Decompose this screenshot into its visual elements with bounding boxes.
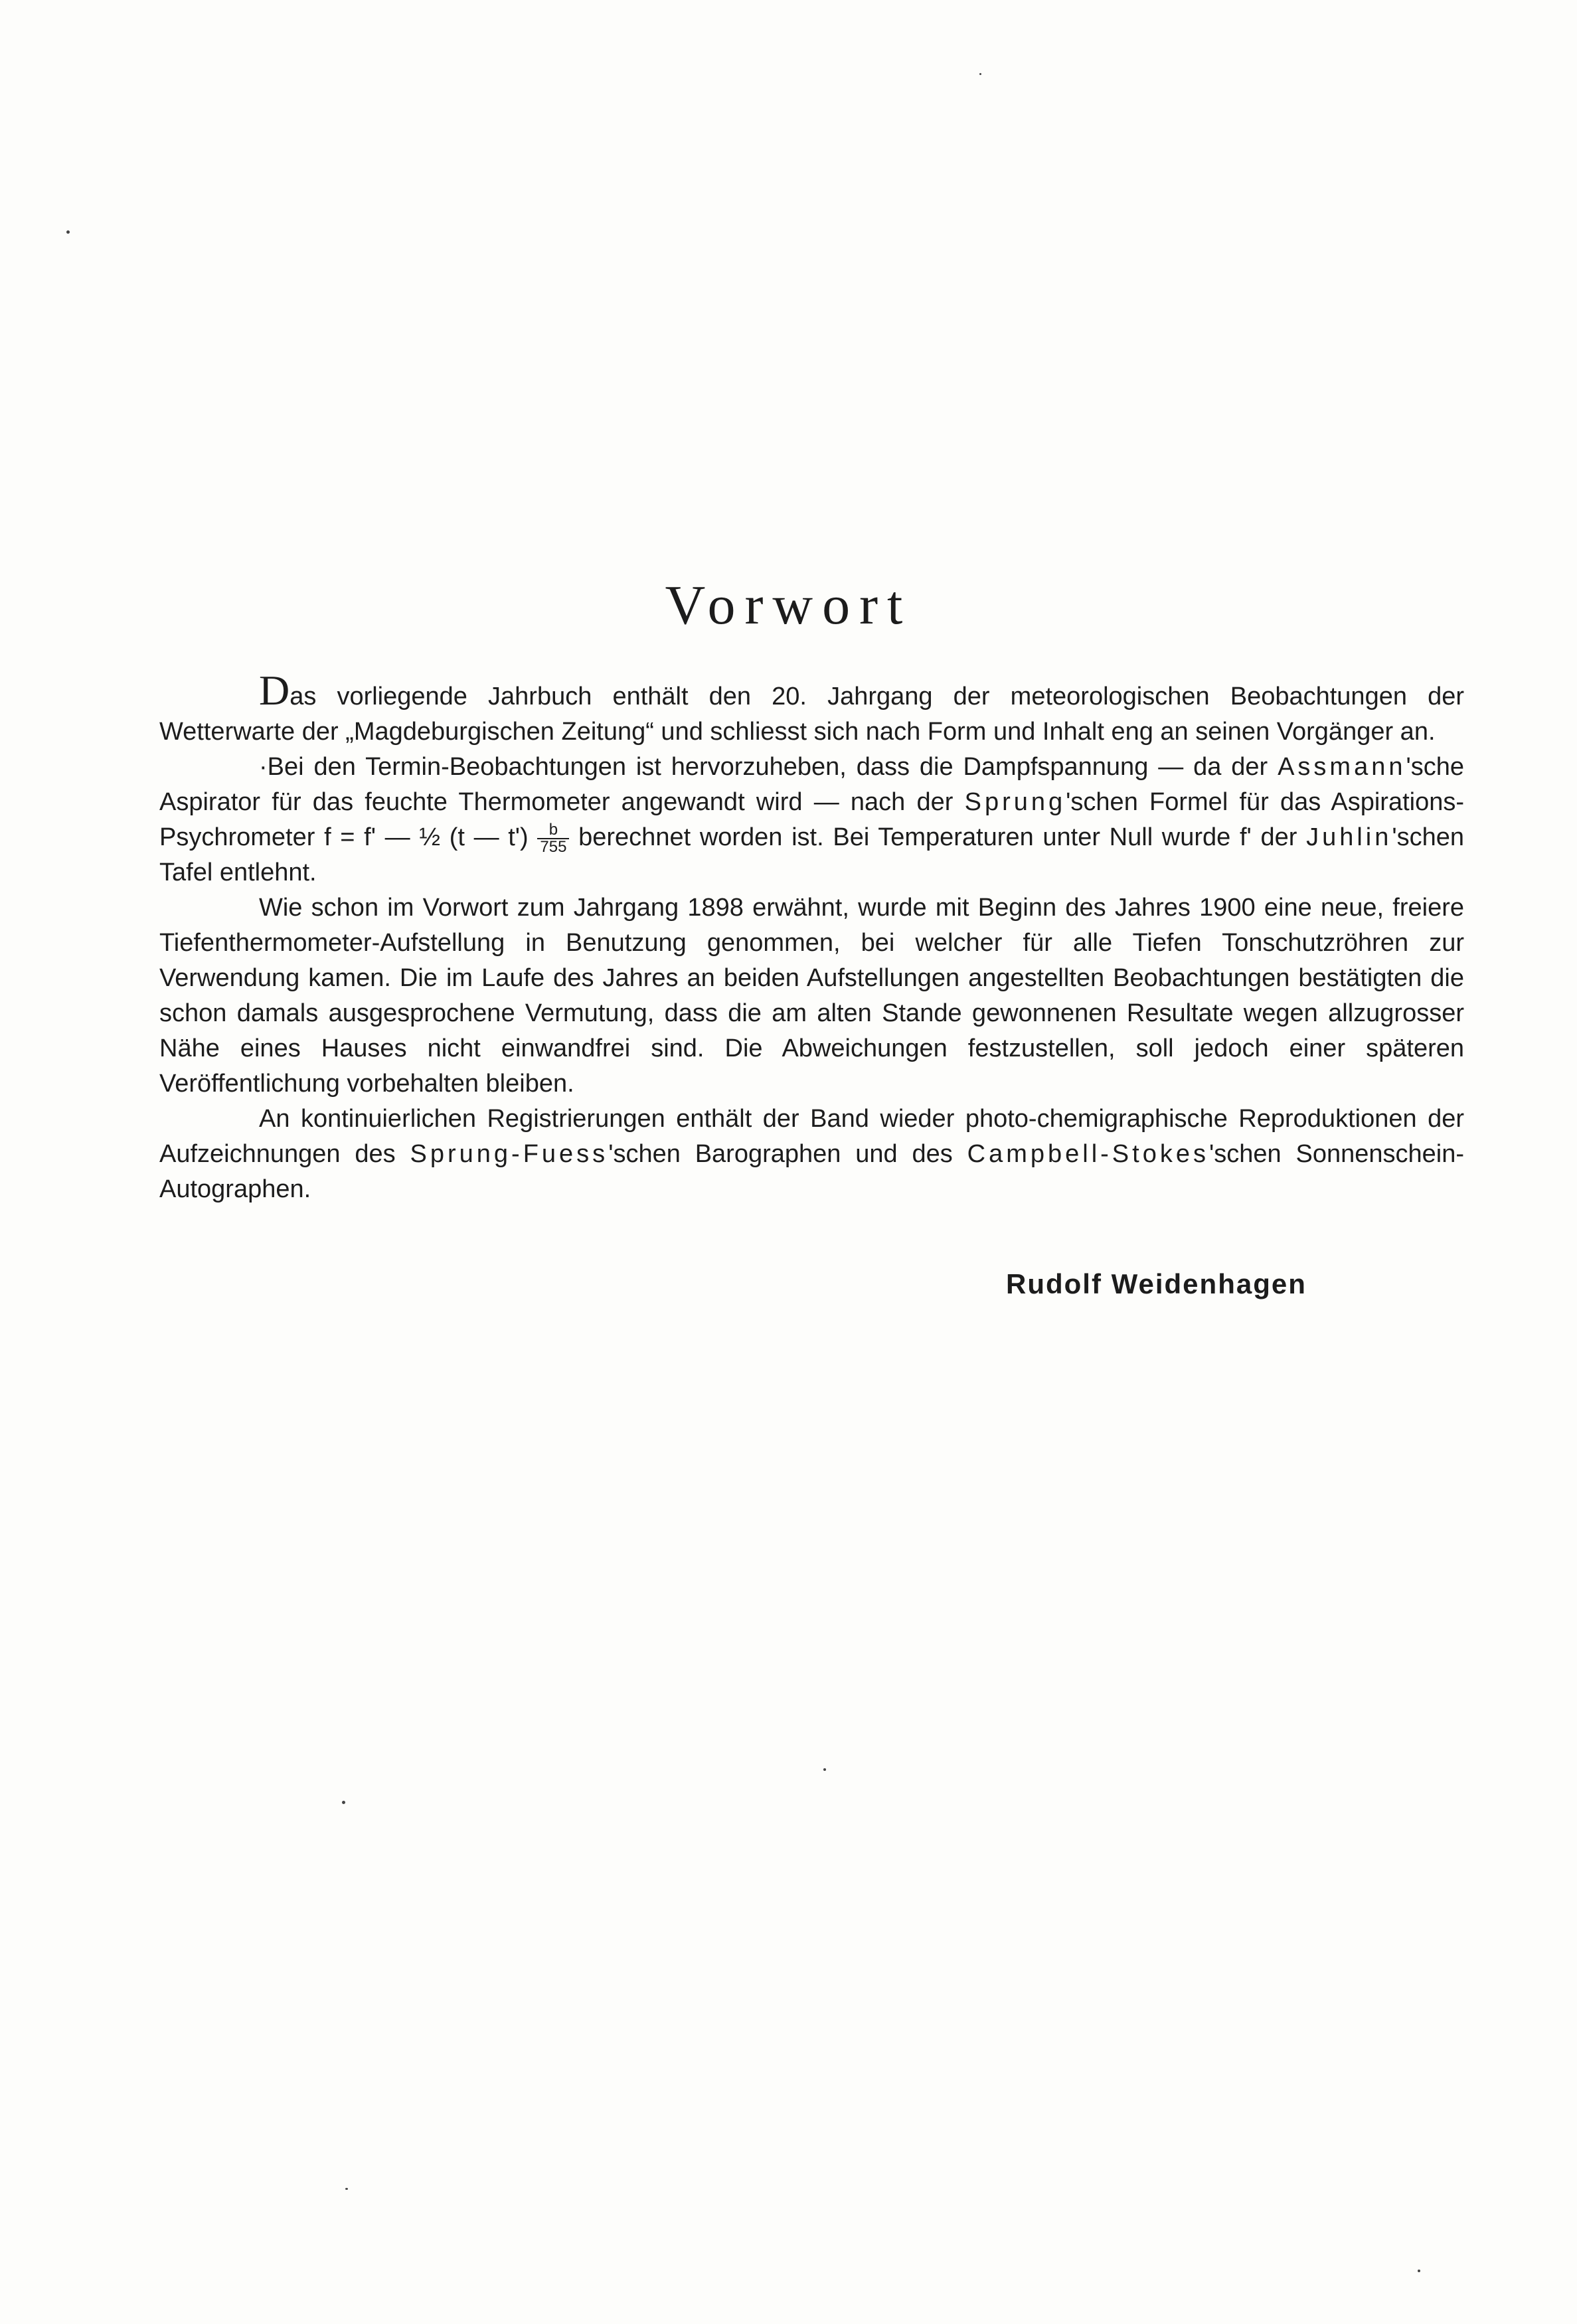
- page-title: Vorwort: [665, 574, 912, 636]
- name-campbell-stokes: Campbell-Stokes: [967, 1140, 1209, 1168]
- paper-speck: [979, 73, 981, 75]
- fraction-numerator: b: [537, 822, 569, 839]
- paragraph-2-text-h: 'schen Tafel entlehnt.: [159, 823, 1465, 886]
- paragraph-2-text-a: ·Bei den Termin-Beobachtungen ist hervorzuheben, dass die Dampfspannung — da der: [259, 753, 1278, 781]
- paragraph-4-text-e: 'schen Sonnenschein-Autographen.: [159, 1140, 1465, 1203]
- paper-speck: [345, 2188, 348, 2190]
- paragraph-1-text: as vorliegende Jahrbuch enthält den 20. Jahrgang der meteorologischen Beobachtungen der Wetterwarte der „Magdeburgischen Zeitung“ und schliesst sich nach Form und Inhalt eng an seinen Vorgänger an.: [159, 683, 1464, 746]
- foreword-body: [159, 667, 1465, 1207]
- formula-fraction: [537, 822, 569, 855]
- paragraph-4-text-a: An kontinuierlichen Registrierungen enthält der Band wieder photo-chemigraphische Reproduktionen der Aufzeichnungen des: [159, 1105, 1464, 1168]
- paragraph-3: Wie schon im Vorwort zum Jahrgang 1898 erwähnt, wurde mit Beginn des Jahres 1900 eine neue, freiere Tiefenthermometer-Aufstellung in Benutzung genommen, bei welcher für alle Tiefen Tonschutzröhren zur Verwendung kamen. Die im Laufe des Jahres an beiden Aufstellungen angestellten Beobachtungen bestätigten die schon damals ausgesprochene Vermutung, dass die am alten Stande gewonnenen Resultate wegen allzugrosser Nähe eines Hauses nicht einwandfrei sind. Die Abweichungen festzustellen, soll jedoch einer späteren Veröffentlichung vorbehalten bleiben.: [159, 894, 1464, 1098]
- paragraph-2-text-c: 'sche Aspirator für das feuchte Thermometer angewandt wird — nach der: [159, 753, 1464, 816]
- name-assmann: Assmann: [1278, 753, 1406, 781]
- name-juhlin: Juhlin: [1306, 823, 1392, 851]
- paper-speck: [823, 1768, 826, 1771]
- paragraph-4: [159, 1102, 1464, 1207]
- paper-speck: [342, 1801, 345, 1804]
- paragraph-2: [159, 750, 1464, 890]
- paragraph-2-text-f: berechnet worden ist. Bei Temperaturen unter Null wurde f' der: [569, 823, 1307, 851]
- paper-speck: [66, 230, 70, 234]
- name-sprung-fuess: Sprung-Fuess: [410, 1140, 609, 1168]
- name-sprung: Sprung: [964, 788, 1066, 816]
- fraction-denominator: 755: [540, 837, 567, 856]
- paragraph-1: [159, 667, 1464, 750]
- author-signature: Rudolf Weidenhagen: [1006, 1268, 1307, 1299]
- drop-cap: D: [259, 667, 290, 714]
- paper-speck: [1418, 2270, 1420, 2272]
- paragraph-4-text-c: 'schen Barographen und des: [608, 1140, 967, 1168]
- formula-text: 'schen Formel für das Aspirations-Psychrometer f = f' — ½ (t — t'): [159, 788, 1465, 851]
